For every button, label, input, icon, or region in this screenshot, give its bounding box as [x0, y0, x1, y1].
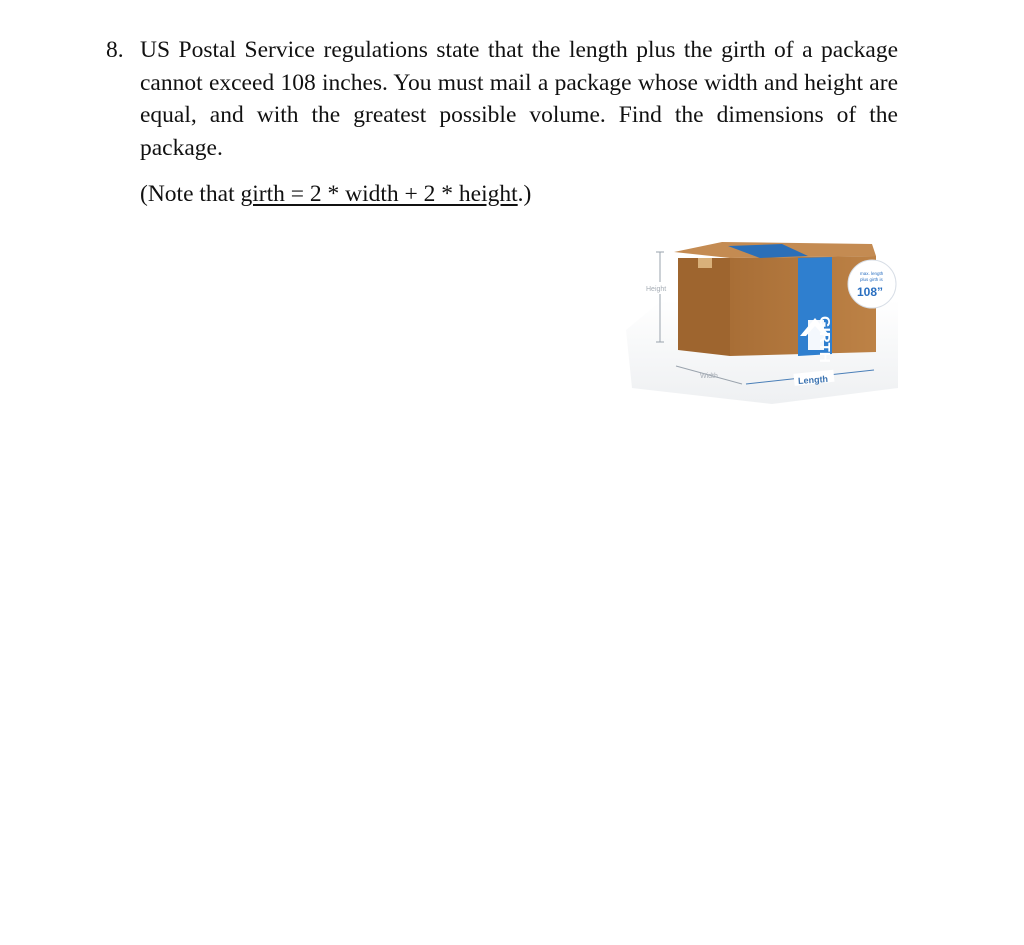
package-diagram — [622, 238, 902, 406]
note-open: (Note that — [140, 181, 241, 207]
badge-line1: max. length — [860, 271, 884, 276]
limit-badge — [848, 260, 896, 308]
tape-piece — [698, 258, 712, 268]
problem-8 — [106, 34, 898, 164]
box-side — [678, 258, 730, 356]
package-illustration — [622, 238, 902, 406]
girth-formula: girth = 2 * width + 2 * height — [240, 181, 518, 207]
girth-note — [140, 178, 531, 210]
problem-number: 8. — [106, 37, 124, 63]
length-label: Length — [797, 373, 829, 386]
badge-line2: plus girth is — [860, 277, 883, 282]
note-close: .) — [517, 181, 532, 207]
height-label: Height — [646, 286, 667, 293]
problem-text: US Postal Service regulations state that the length plus the girth of a package cannot exceed 108 inches. You must mail a package whose width and height are equal, and with the greatest possible volume. Find the dimensions of the package. — [140, 37, 898, 161]
badge-value: 108” — [857, 285, 884, 299]
width-label: Width — [700, 373, 718, 380]
girth-label: GIRTH — [816, 316, 833, 363]
